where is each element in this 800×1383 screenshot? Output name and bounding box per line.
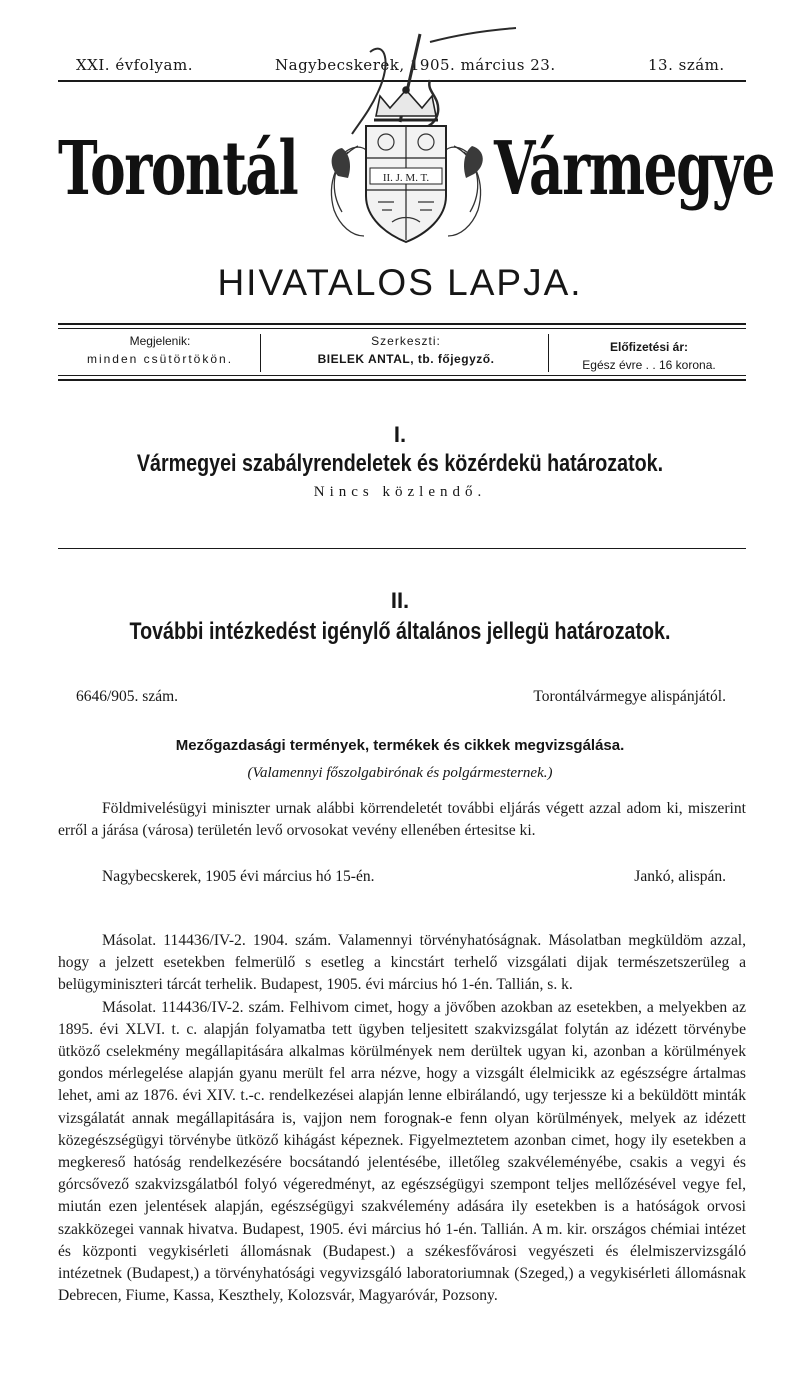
editor-name: BIELEK ANTAL, tb. főjegyző. [317,352,495,366]
coat-of-arms-emblem [318,86,494,246]
infobar-bottom-rule-thin [58,375,746,376]
masthead-title-left: Torontál [58,126,298,212]
item-title: Mezőgazdasági termények, termékek és cikkek megvizsgálása. [175,737,625,754]
subscription-label: Előfizetési ár: [609,340,689,354]
masthead-subtitle: HIVATALOS LAPJA. [217,262,583,303]
crest-inscription: II. J. M. T. [382,172,430,184]
decree-intro-paragraph [58,798,746,842]
section-2-number: II. [390,588,410,613]
copy-1-paragraph: Másolat. 114436/IV-2. 1904. szám. Valamennyi törvényhatóságnak. Másolatban megküldöm azzal, hogy a jelzett esetekben felmerülő s esetleg a kincstárt terhelő vizsgálati dijak természetszerüleg a belügyminiszteri tárcát terhelik. Budapest, 1905. évi március hó 1-én. Tallián, s. k. [58,932,746,994]
ministerial-copy-text [58,930,746,1307]
infobar-top-rule [58,323,746,325]
reference-source: Torontálvármegye alispánjától. [533,688,726,705]
decree-intro-text: Földmivelésügyi miniszter urnak alábbi körrendeletét további eljárás végett azzal adom ki, miszerint erről a járása (városa) területén levő orvosokat vevény ellenében értesitse ki. [58,800,746,840]
copy-2-paragraph: Másolat. 114436/IV-2. szám. Felhivom cimet, hogy a jövőben azokban az esetekben, a melyekben az 1895. évi XLVI. t. c. alapján folyamatba tett ügyben teljesitett szakvizsgálat folytán az idézett törvénybe ütköző cselekmény megállapitására alkalmas körülmények nem derültek ugyan ki, azonban a körülmények gondos mérlegelése alapján gyanu merült fel arra nézve, hogy a vizsgált élelmicikk az egészségre ártalmas lehet, ami az 1876. évi XIV. t.-c. rendelkezései alapján lenne elbirálandó, ugy terjessze ki a beküldött minták vizsgálatát annak megállapitására is, vajjon nem forognak-e fenn olyan körülmények, melyek az idézett közegészségügyi törvénybe ütköző kihágást képeznek. Figyelmeztetem azonban cimet, hogy ily esetekben a megkereső hatóság rendelkezésére bocsátandó jelentésébe, illetőleg szakvéleményébe, csakis a vegyi és górcsővező szakvizsgálatból folyó végeredményt, az egészségügyi szempont teljes mellőzésével vegye fel, miután ezen jelentések alapján, egészségügyi szakvélemény adására ily esetekben is a hatóságok orvosi szakközegei vannak hivatva. Budapest, 1905. évi március hó 1-én. Tallián. A m. kir. országos chémiai intézet és központi vegykisérleti állomásnak (Budapest.) a székesfővárosi vegyészeti és élelmiszervizsgáló intézetnek (Budapest,) a törvényhatósági vegyvizsgáló laboratoriumnak (Szeged,) a vegykisérleti állomásnak Debrecen, Fiume, Kassa, Keszthely, Kolozsvár, Magyaróvár, Pozsony. [58,998,746,1305]
section-1-title: Vármegyei szabályrendeletek és közérdekü határozatok. [136,450,664,477]
section-divider [58,548,746,549]
signature-name: Jankó, alispán. [634,868,726,885]
section-1-note: Nincs közlendő. [313,484,487,500]
infobar-top-rule-thin [58,328,746,329]
editor-label: Szerkeszti: [371,334,441,348]
subscription-price: Egész évre . . 16 korona. [582,358,716,372]
section-1-number: I. [393,422,407,447]
infobar-divider-right [548,334,549,372]
issue-number: 13. szám. [648,56,725,74]
issue-date: Nagybecskerek, 1905. március 23. [275,56,556,74]
infobar-bottom-rule [58,379,746,381]
reference-number: 6646/905. szám. [76,688,179,705]
signature-place-date: Nagybecskerek, 1905 évi március hó 15-én. [102,868,375,885]
masthead-title-right: Vármegye [494,126,774,212]
addressee-line: (Valamennyi főszolgabirónak és polgármesternek.) [247,765,553,781]
publication-label: Megjelenik: [129,334,191,348]
section-2-title: További intézkedést igénylő általános jellegü határozatok. [129,618,671,645]
infobar-divider-left [260,334,261,372]
publication-schedule: minden csütörtökön. [86,352,234,366]
volume-label: XXI. évfolyam. [76,56,193,74]
